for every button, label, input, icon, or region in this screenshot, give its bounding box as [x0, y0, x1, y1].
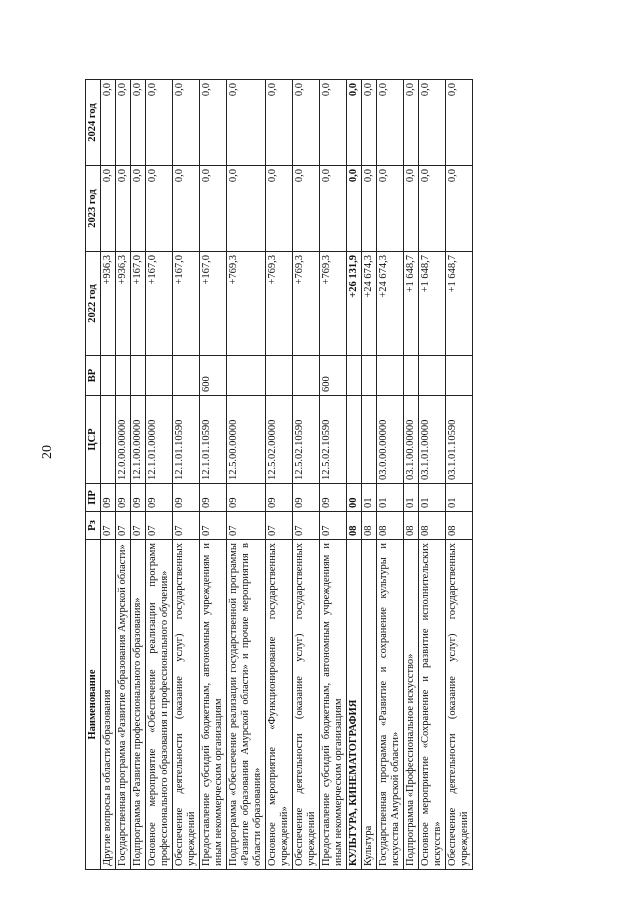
cell-rz: 07 — [146, 512, 173, 540]
cell-rz: 08 — [446, 512, 473, 540]
cell-y2023: 0,0 — [146, 166, 173, 252]
budget-table — [85, 79, 473, 870]
cell-name: Обеспечение деятельности (оказание услуг) государственных учреждений — [173, 540, 200, 870]
cell-y2023: 0,0 — [320, 166, 347, 252]
cell-csr: 12.1.01.10590 — [200, 396, 227, 484]
cell-y2022: +1 648,7 — [419, 252, 446, 356]
cell-name: Государственная программа «Развитие образования Амурской области» — [116, 540, 131, 870]
table-row — [131, 80, 146, 870]
cell-csr — [362, 396, 377, 484]
cell-name: Подпрограмма «Профессиональное искусство» — [404, 540, 419, 870]
cell-y2023: 0,0 — [116, 166, 131, 252]
cell-vr — [419, 356, 446, 396]
cell-rz: 07 — [200, 512, 227, 540]
table-row — [377, 80, 404, 870]
cell-pr: 01 — [362, 484, 377, 512]
header-rz: Рз — [86, 512, 101, 540]
cell-y2023: 0,0 — [404, 166, 419, 252]
cell-csr: 12.5.00.00000 — [227, 396, 266, 484]
cell-rz: 08 — [404, 512, 419, 540]
header-2024: 2024 год — [86, 80, 101, 166]
cell-vr — [146, 356, 173, 396]
cell-csr — [347, 396, 362, 484]
cell-csr: 03.1.00.00000 — [404, 396, 419, 484]
cell-pr: 09 — [320, 484, 347, 512]
cell-pr: 01 — [419, 484, 446, 512]
cell-pr: 09 — [131, 484, 146, 512]
cell-vr — [266, 356, 293, 396]
cell-y2023: 0,0 — [347, 166, 362, 252]
cell-y2023: 0,0 — [131, 166, 146, 252]
cell-y2022: +26 131,9 — [347, 252, 362, 356]
cell-rz: 08 — [419, 512, 446, 540]
cell-y2022: +769,3 — [266, 252, 293, 356]
table-row — [404, 80, 419, 870]
cell-csr: 12.5.02.00000 — [266, 396, 293, 484]
header-vr: ВР — [86, 356, 101, 396]
cell-y2022: +24 674,3 — [377, 252, 404, 356]
cell-y2022: +769,3 — [293, 252, 320, 356]
cell-rz: 07 — [116, 512, 131, 540]
table-row — [419, 80, 446, 870]
cell-pr: 09 — [116, 484, 131, 512]
cell-csr — [101, 396, 116, 484]
cell-pr: 09 — [146, 484, 173, 512]
table-body — [101, 80, 473, 870]
cell-rz: 07 — [227, 512, 266, 540]
cell-pr: 09 — [173, 484, 200, 512]
cell-name: Предоставление субсидий бюджетным, автономным учреждениям и иным некоммерческим организациям — [320, 540, 347, 870]
cell-csr: 03.1.01.00000 — [419, 396, 446, 484]
table-row — [173, 80, 200, 870]
cell-vr: 600 — [200, 356, 227, 396]
cell-y2022: +167,0 — [131, 252, 146, 356]
cell-y2022: +1 648,7 — [404, 252, 419, 356]
cell-vr — [293, 356, 320, 396]
cell-vr — [347, 356, 362, 396]
cell-csr: 12.1.01.10590 — [173, 396, 200, 484]
cell-vr — [362, 356, 377, 396]
table-row — [146, 80, 173, 870]
cell-y2024: 0,0 — [101, 80, 116, 166]
table-row — [362, 80, 377, 870]
cell-name: Подпрограмма «Обеспечение реализации государственной программы «Развитие образования Амурской области» и прочие мероприятия в области образования» — [227, 540, 266, 870]
header-csr: ЦСР — [86, 396, 101, 484]
table-header-row — [86, 80, 101, 870]
header-pr: ПР — [86, 484, 101, 512]
cell-y2023: 0,0 — [446, 166, 473, 252]
cell-y2023: 0,0 — [419, 166, 446, 252]
cell-rz: 07 — [101, 512, 116, 540]
cell-y2024: 0,0 — [146, 80, 173, 166]
cell-rz: 08 — [362, 512, 377, 540]
cell-rz: 07 — [173, 512, 200, 540]
cell-name: Обеспечение деятельности (оказание услуг) государственных учреждений — [446, 540, 473, 870]
cell-pr: 09 — [200, 484, 227, 512]
cell-csr: 03.1.01.10590 — [446, 396, 473, 484]
cell-y2022: +167,0 — [173, 252, 200, 356]
table-row — [446, 80, 473, 870]
cell-name: КУЛЬТУРА, КИНЕМАТОГРАФИЯ — [347, 540, 362, 870]
table-row — [320, 80, 347, 870]
cell-name: Предоставление субсидий бюджетным, автономным учреждениям и иным некоммерческим организациям — [200, 540, 227, 870]
cell-y2022: +936,3 — [101, 252, 116, 356]
cell-rz: 07 — [131, 512, 146, 540]
cell-pr: 01 — [446, 484, 473, 512]
cell-y2023: 0,0 — [362, 166, 377, 252]
cell-name: Обеспечение деятельности (оказание услуг) государственных учреждений — [293, 540, 320, 870]
table-row — [266, 80, 293, 870]
cell-pr: 01 — [404, 484, 419, 512]
cell-y2024: 0,0 — [362, 80, 377, 166]
cell-y2024: 0,0 — [131, 80, 146, 166]
cell-vr — [446, 356, 473, 396]
cell-y2024: 0,0 — [419, 80, 446, 166]
cell-y2023: 0,0 — [173, 166, 200, 252]
cell-y2022: +769,3 — [320, 252, 347, 356]
cell-csr: 12.0.00.00000 — [116, 396, 131, 484]
cell-vr — [101, 356, 116, 396]
cell-pr: 09 — [266, 484, 293, 512]
cell-vr — [131, 356, 146, 396]
cell-y2023: 0,0 — [266, 166, 293, 252]
cell-y2024: 0,0 — [200, 80, 227, 166]
table-row — [101, 80, 116, 870]
cell-pr: 09 — [293, 484, 320, 512]
cell-rz: 08 — [347, 512, 362, 540]
cell-csr: 12.1.01.00000 — [146, 396, 173, 484]
page-number: 20 — [40, 445, 55, 459]
cell-y2023: 0,0 — [377, 166, 404, 252]
cell-y2022: +167,0 — [146, 252, 173, 356]
header-name: Наименование — [86, 540, 101, 870]
cell-vr — [173, 356, 200, 396]
table-row — [116, 80, 131, 870]
cell-y2024: 0,0 — [173, 80, 200, 166]
cell-y2022: +167,0 — [200, 252, 227, 356]
cell-rz: 07 — [320, 512, 347, 540]
cell-y2022: +1 648,7 — [446, 252, 473, 356]
cell-csr: 12.1.00.00000 — [131, 396, 146, 484]
cell-y2024: 0,0 — [347, 80, 362, 166]
cell-pr: 09 — [227, 484, 266, 512]
cell-csr: 12.5.02.10590 — [293, 396, 320, 484]
cell-name: Основное мероприятие «Обеспечение реализации программ профессионального образования и профессионального обучения» — [146, 540, 173, 870]
table-row — [347, 80, 362, 870]
cell-name: Подпрограмма «Развитие профессионального образования» — [131, 540, 146, 870]
cell-y2022: +936,3 — [116, 252, 131, 356]
cell-y2023: 0,0 — [227, 166, 266, 252]
cell-y2024: 0,0 — [377, 80, 404, 166]
cell-vr — [377, 356, 404, 396]
header-2023: 2023 год — [86, 166, 101, 252]
cell-vr: 600 — [320, 356, 347, 396]
cell-y2022: +769,3 — [227, 252, 266, 356]
cell-name: Основное мероприятие «Функционирование государственных учреждений» — [266, 540, 293, 870]
cell-vr — [404, 356, 419, 396]
cell-pr: 01 — [377, 484, 404, 512]
cell-y2024: 0,0 — [320, 80, 347, 166]
cell-name: Основное мероприятие «Сохранение и развитие исполнительских искусств» — [419, 540, 446, 870]
cell-y2024: 0,0 — [116, 80, 131, 166]
cell-csr: 12.5.02.10590 — [320, 396, 347, 484]
cell-vr — [227, 356, 266, 396]
rotated-table-wrapper — [85, 80, 605, 870]
cell-rz: 07 — [293, 512, 320, 540]
cell-csr: 03.0.00.00000 — [377, 396, 404, 484]
cell-y2023: 0,0 — [101, 166, 116, 252]
table-row — [227, 80, 266, 870]
cell-y2024: 0,0 — [227, 80, 266, 166]
cell-name: Другие вопросы в области образования — [101, 540, 116, 870]
cell-y2024: 0,0 — [446, 80, 473, 166]
cell-name: Культура — [362, 540, 377, 870]
header-2022: 2022 год — [86, 252, 101, 356]
cell-pr: 00 — [347, 484, 362, 512]
cell-rz: 07 — [266, 512, 293, 540]
cell-y2024: 0,0 — [266, 80, 293, 166]
cell-vr — [116, 356, 131, 396]
cell-y2024: 0,0 — [404, 80, 419, 166]
cell-rz: 08 — [377, 512, 404, 540]
cell-pr: 09 — [101, 484, 116, 512]
cell-y2023: 0,0 — [293, 166, 320, 252]
cell-name: Государственная программа «Развитие и сохранение культуры и искусства Амурской области» — [377, 540, 404, 870]
cell-y2023: 0,0 — [200, 166, 227, 252]
table-row — [293, 80, 320, 870]
cell-y2022: +24 674,3 — [362, 252, 377, 356]
table-row — [200, 80, 227, 870]
cell-y2024: 0,0 — [293, 80, 320, 166]
